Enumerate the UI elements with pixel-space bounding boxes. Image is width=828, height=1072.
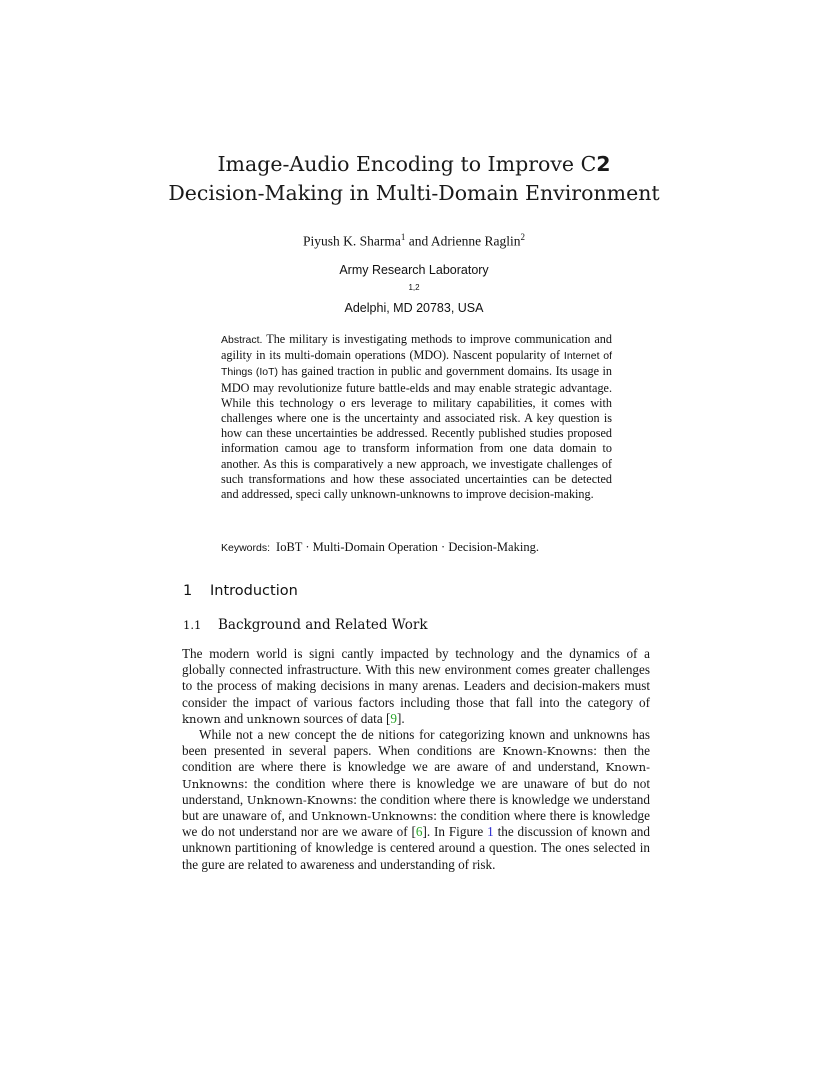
abstract-text-a: The military is investigating methods to improve communication and agility in its multi-domain operations (MDO). Nascent popularity of — [221, 332, 612, 363]
author-1-affil-mark: 1 — [400, 232, 406, 242]
p2-text-d: : the condition where there is knowledge we understand but are unaware of, and — [182, 791, 650, 824]
figure-ref-link-1[interactable]: 1 — [487, 824, 494, 840]
keywords — [221, 540, 612, 555]
p1-text-c: ]. — [396, 710, 405, 726]
citation-link-6[interactable]: 6 — [415, 824, 423, 840]
p1-text-and: and — [220, 710, 247, 726]
affiliation-org-mark: 1,2 — [408, 283, 420, 292]
affiliation-org-line — [60, 262, 768, 300]
affiliation — [60, 262, 768, 317]
author-list — [60, 232, 768, 250]
body-text — [182, 646, 650, 873]
p1-term-unknown: unknown — [246, 711, 301, 726]
author-1-name: Piyush K. Sharma — [303, 233, 401, 249]
subsection-heading — [183, 617, 428, 633]
subsection-title: Background and Related Work — [218, 617, 428, 633]
p2-term-unknown-knowns: Unknown-Knowns — [246, 792, 354, 807]
section-title: Introduction — [210, 583, 298, 599]
p2-text-c: : the condition where there is knowledge we are unaware of but do not understand, — [182, 775, 650, 807]
p1-text-b: sources of data [ — [300, 710, 391, 726]
p2-text-f: ]. In Figure — [422, 824, 488, 840]
subsection-number: 1.1 — [183, 618, 202, 632]
affiliation-org: Army Research Laboratory — [339, 263, 489, 277]
p2-text-g: the discussion of known and unknown partitioning of knowledge is centered around a question. The ones selected in the gure are related to awareness and understanding of risk. — [182, 824, 650, 872]
author-2-affil-mark: 2 — [520, 232, 525, 242]
p2-text-e: : the condition where there is knowledge we do not understand nor are we aware of [ — [182, 808, 650, 840]
p2-term-known-unknowns: Known-Unknowns — [182, 760, 650, 791]
author-conjunction: and — [405, 233, 431, 249]
keywords-text: IoBT · Multi-Domain Operation · Decision-Making. — [276, 540, 539, 554]
abstract-iot-term: Internet of Things (IoT) — [221, 350, 612, 379]
p2-text-a: While not a new concept the de nitions for categorizing known and unknowns has been presented in several papers. When conditions are — [182, 727, 650, 759]
affiliation-address: Adelphi, MD 20783, USA — [344, 301, 484, 316]
keywords-label: Keywords: — [221, 542, 271, 554]
section-number: 1 — [183, 583, 193, 599]
citation-link-9[interactable]: 9 — [390, 710, 397, 726]
title-line-1-text: Image-Audio Encoding to Improve C — [217, 152, 597, 176]
section-heading — [183, 583, 298, 599]
paper-title — [60, 150, 768, 208]
author-2-name: Adrienne Raglin — [430, 233, 521, 249]
p2-term-known-knowns: Known-Knowns — [502, 744, 594, 759]
paragraph-1 — [182, 646, 650, 727]
p1-term-known: known — [182, 711, 221, 726]
paragraph-2 — [182, 727, 650, 873]
abstract-label: Abstract. — [221, 334, 263, 346]
title-c2-suffix: 2 — [596, 152, 611, 176]
p2-text-b: : then the condition are where there is knowledge we are aware of and understand, — [182, 743, 651, 775]
abstract — [221, 332, 612, 502]
title-line-2: Decision-Making in Multi-Domain Environment — [168, 181, 660, 205]
p2-term-unknown-unknowns: Unknown-Unknowns — [311, 809, 434, 824]
abstract-text-b: has gained traction in public and government domains. Its usage in MDO may revolutionize future battle-elds and may enable strategic advantage. While this technology o ers leverage to military capabilities, it comes with challenges where one is the uncertainty and associated risk. A key question is how can these uncertainties be addressed. Recently published studies proposed information camou age to transform information from one data domain to another. As this is comparatively a new approach, we investigate challenges of such transformations and how these associated uncertainties can be detected and addressed, speci cally unknown-unknowns to improve decision-making. — [221, 364, 612, 502]
p1-text-a: The modern world is signi cantly impacted by technology and the dynamics of a globally connected infrastructure. With this new environment comes greater challenges to the process of making decisions in many arenas. Leaders and decision-makers must consider the impact of various factors including those that fall into the category of — [182, 646, 650, 710]
title-line-1 — [60, 150, 768, 179]
